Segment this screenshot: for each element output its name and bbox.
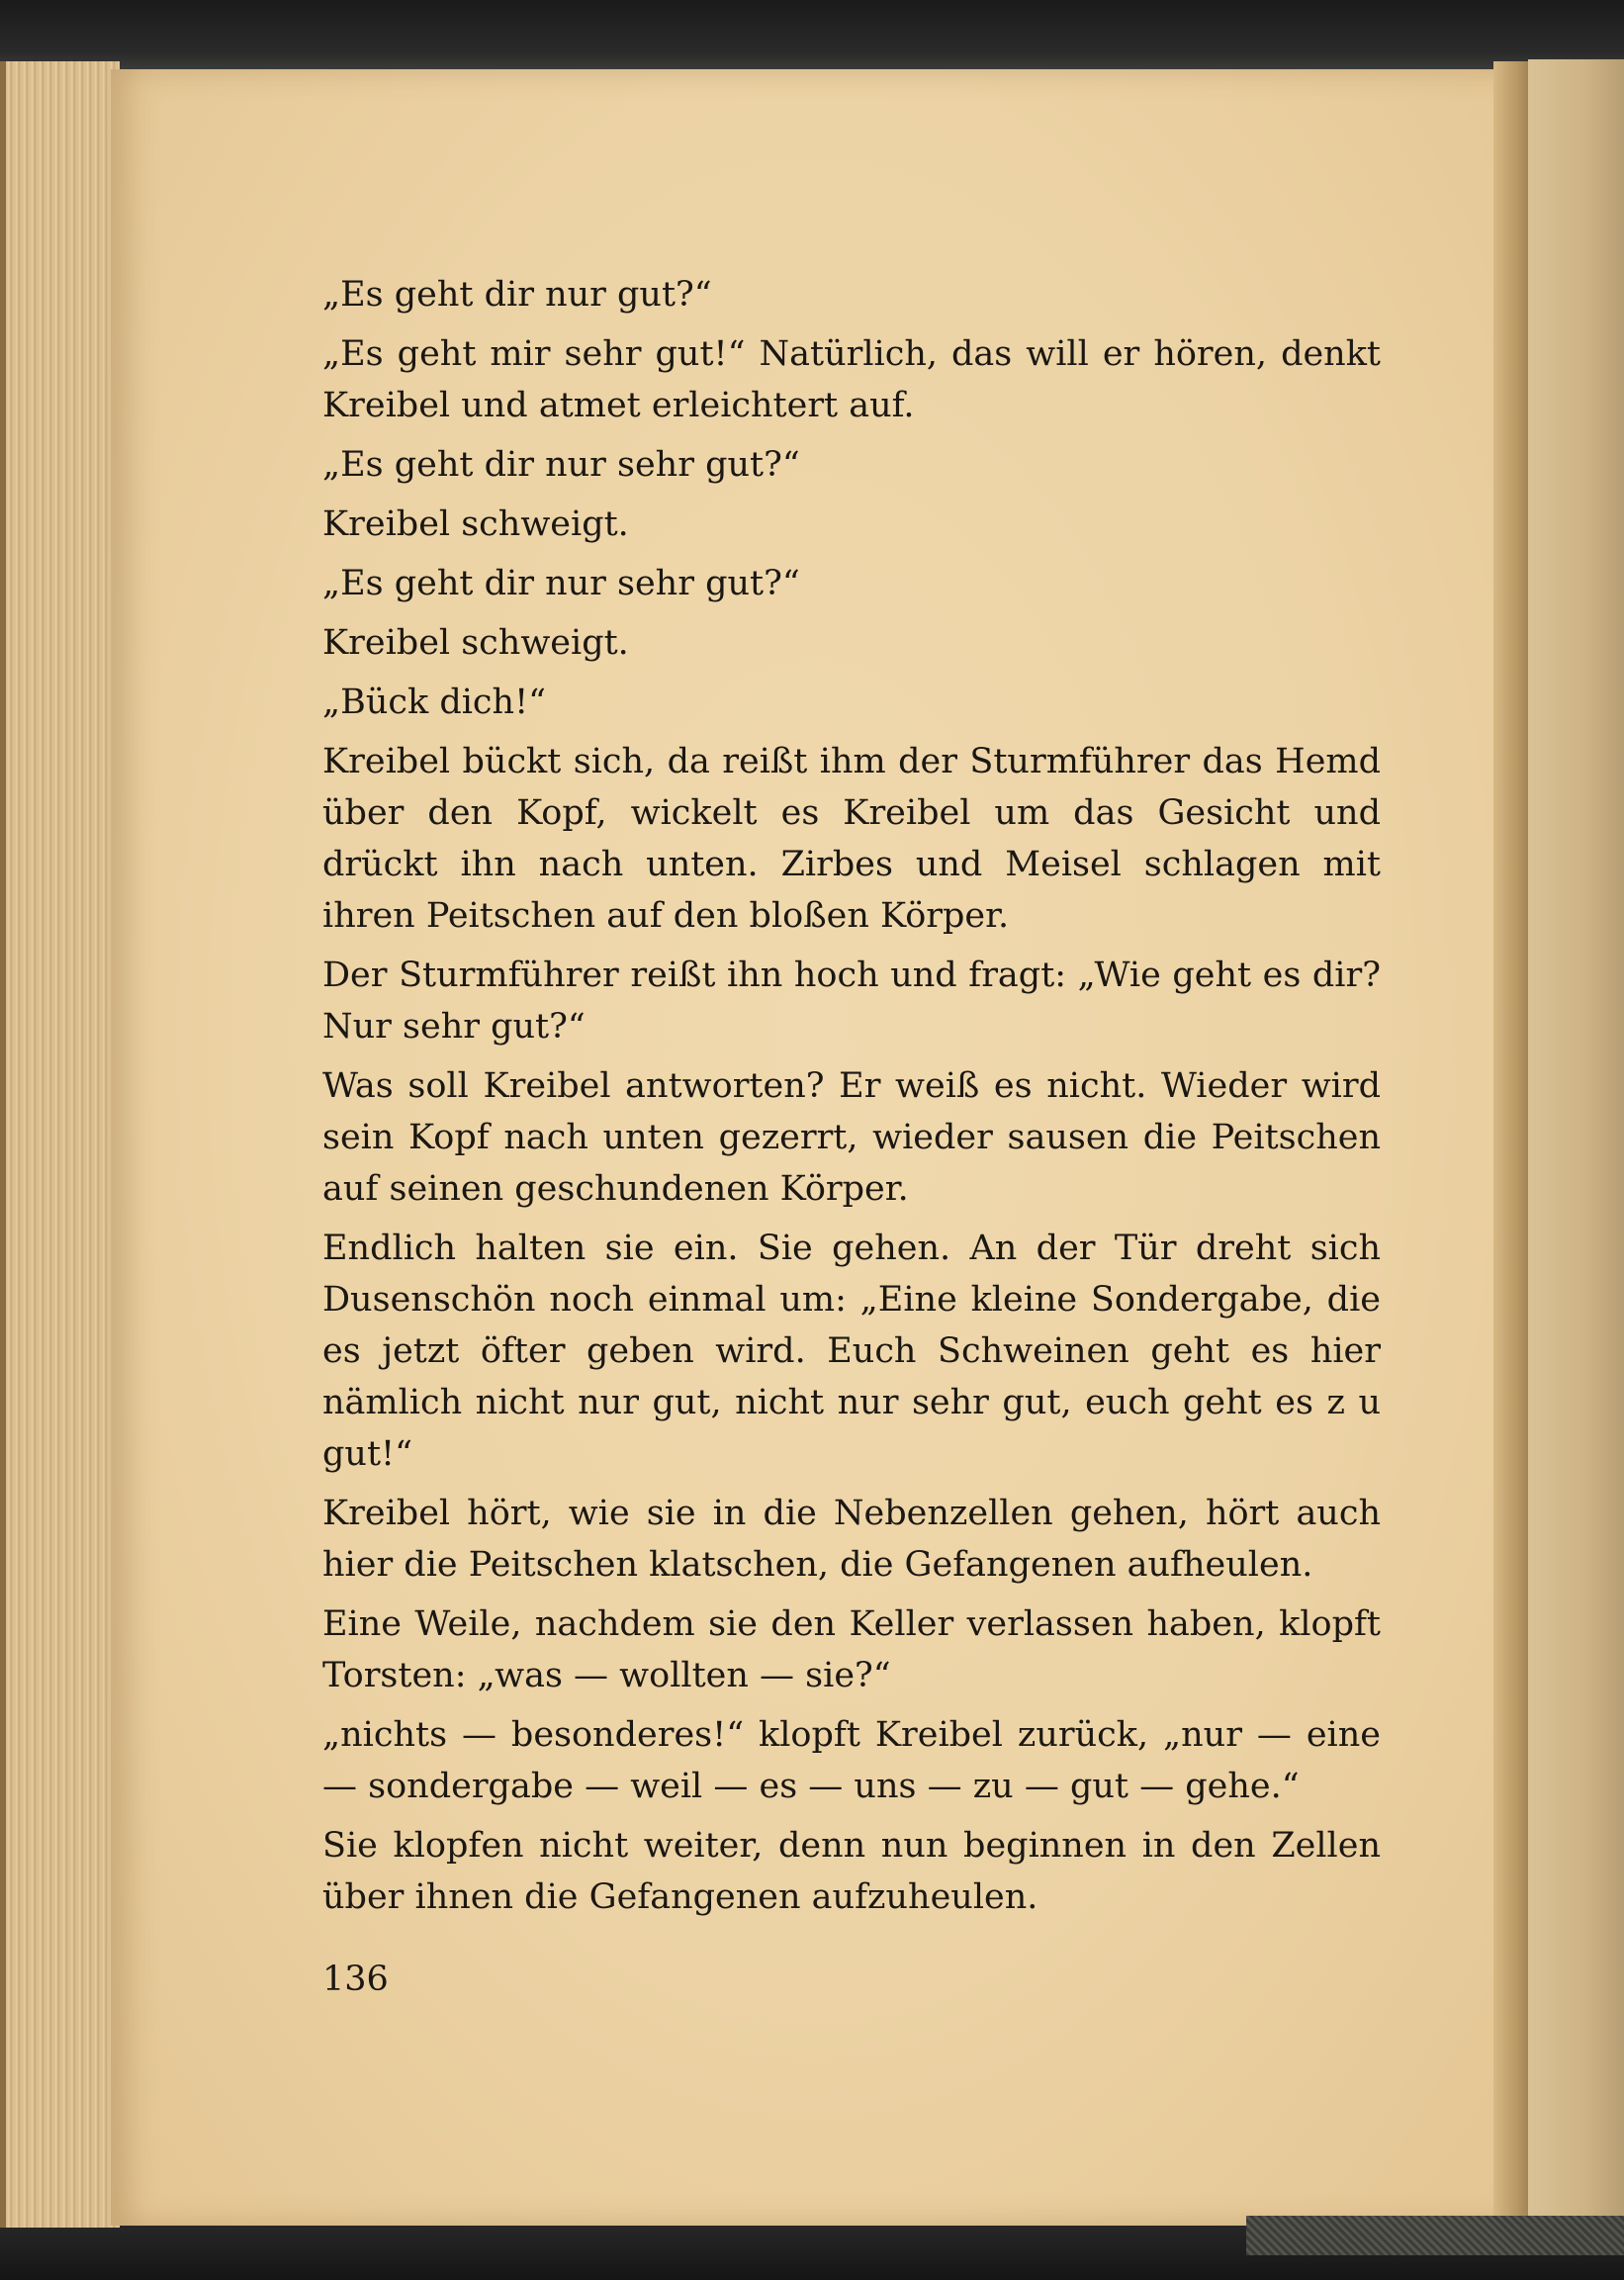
paragraph: Was soll Kreibel antworten? Er weiß es nicht. Wieder wird sein Kopf nach unten gezerrt, wieder sausen die Peitschen auf seinen geschundenen Körper. (322, 1066, 1381, 1209)
paragraph: „Es geht dir nur gut?“ (322, 275, 712, 315)
paragraph: Der Sturmführer reißt ihn hoch und fragt: „Wie geht es dir? Nur sehr gut?“ (322, 956, 1381, 1047)
paragraph: Kreibel schweigt. (322, 504, 629, 544)
paragraph: Eine Weile, nachdem sie den Keller verlassen haben, klopft Torsten: „was — wollten — sie?“ (322, 1604, 1381, 1695)
paragraph: Kreibel hört, wie sie in die Nebenzellen gehen, hört auch hier die Peitschen klatschen, die Gefangenen aufheulen. (322, 1494, 1381, 1585)
page-stack-edges (0, 61, 120, 2228)
binding-cloth (1246, 2216, 1624, 2255)
paragraph: „Bück dich!“ (322, 683, 547, 722)
facing-page-edge (1528, 59, 1624, 2235)
paragraph: Endlich halten sie ein. Sie gehen. An der Tür dreht sich Dusenschön noch einmal um: „Eine kleine Sondergabe, die es jetzt öfter geben wird. Euch Schweinen geht es hier nämlich nicht nur gut, nicht nur sehr gut, euch geht es z u gut!“ (322, 1229, 1381, 1474)
paragraph: „nichts — besonderes!“ klopft Kreibel zurück, „nur — eine — sondergabe — weil — es — uns — zu — gut — gehe.“ (322, 1715, 1381, 1806)
paragraph: Kreibel schweigt. (322, 623, 629, 663)
body-text (322, 269, 1381, 1931)
paragraph: Kreibel bückt sich, da reißt ihm der Sturmführer das Hemd über den Kopf, wickelt es Kreibel um das Gesicht und drückt ihn nach unten. Zirbes und Meisel schlagen mit ihren Peitschen auf den bloßen Körper. (322, 742, 1381, 936)
paragraph: Sie klopfen nicht weiter, denn nun beginnen in den Zellen über ihnen die Gefangenen aufzuheulen. (322, 1826, 1381, 1917)
page-number: 136 (322, 1960, 389, 1999)
paragraph: „Es geht dir nur sehr gut?“ (322, 564, 800, 603)
paragraph: „Es geht mir sehr gut!“ Natürlich, das will er hören, denkt Kreibel und atmet erleichtert auf. (322, 334, 1381, 425)
paragraph: „Es geht dir nur sehr gut?“ (322, 445, 800, 485)
